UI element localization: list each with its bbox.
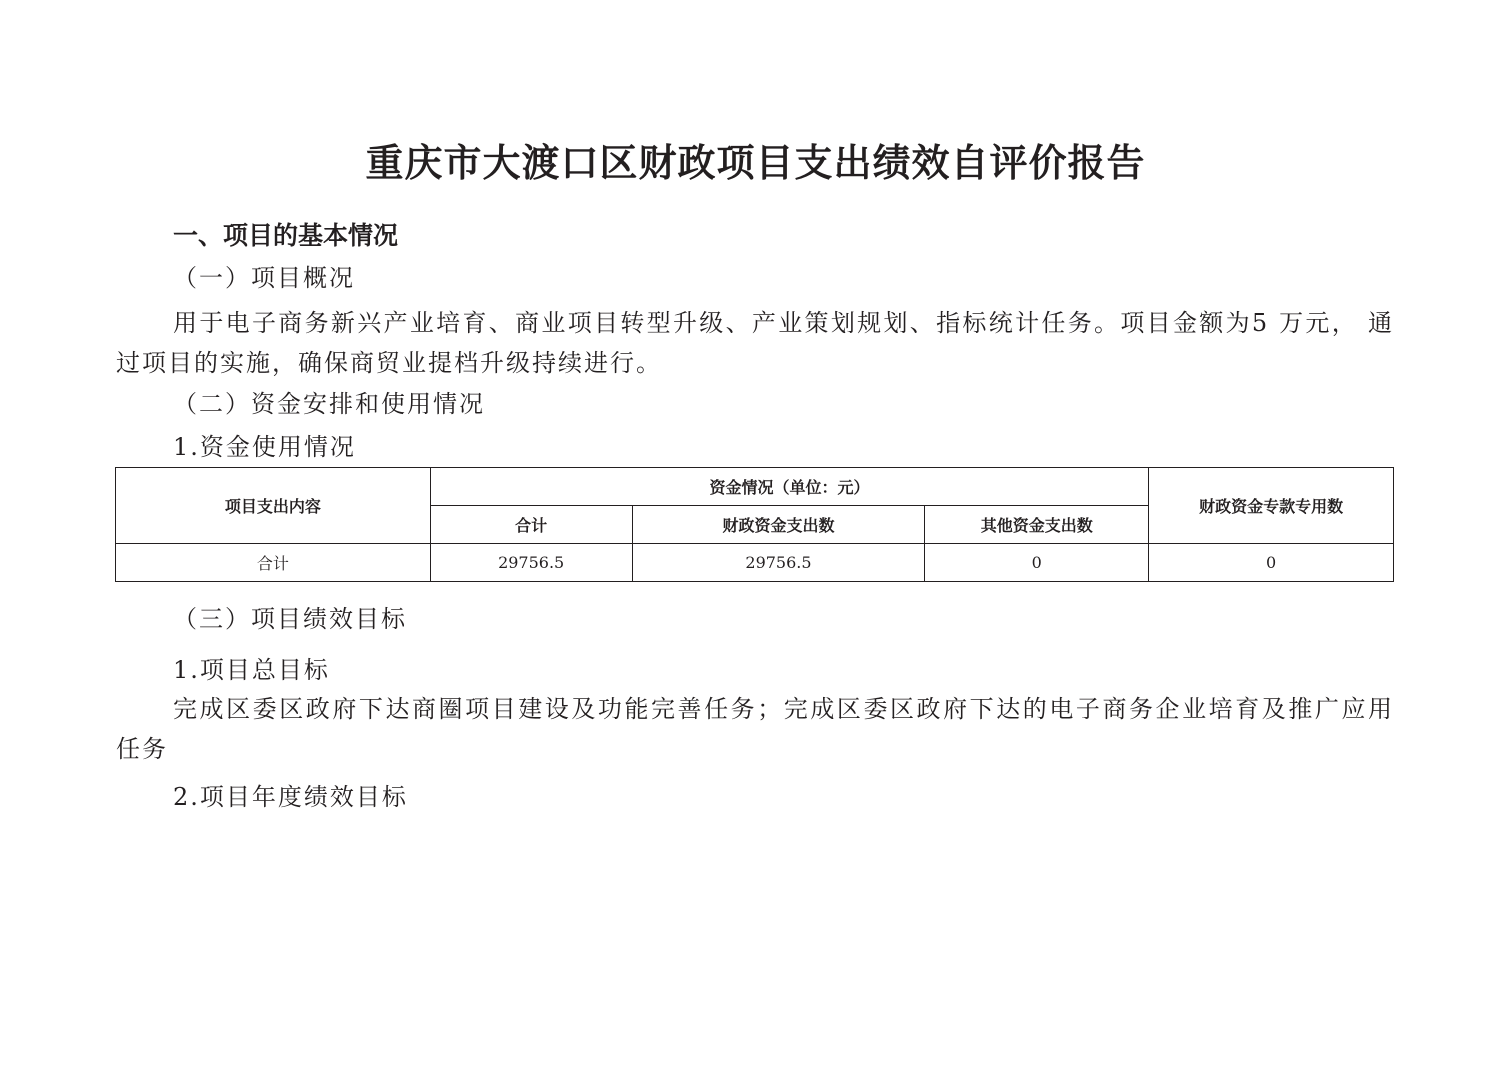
overview-paragraph: 用于电子商务新兴产业培育、商业项目转型升级、产业策划规划、指标统计任务。项目金额为5 万元， 通过项目的实施，确保商贸业提档升级持续进行。 — [116, 309, 1394, 377]
funds-usage-item: 1.资金使用情况 — [173, 433, 356, 461]
header-content: 项目支出内容 — [116, 468, 431, 544]
header-special: 财政资金专款专用数 — [1149, 468, 1394, 544]
subsection-heading-overview: （一）项目概况 — [173, 264, 355, 292]
header-total: 合计 — [430, 506, 632, 544]
subsection-heading-goals: （三）项目绩效目标 — [173, 605, 407, 633]
header-other: 其他资金支出数 — [925, 506, 1149, 544]
overall-goal-item: 1.项目总目标 — [173, 656, 330, 684]
cell-content: 合计 — [116, 544, 431, 582]
section-heading-basic-info: 一、项目的基本情况 — [173, 221, 399, 250]
subsection-heading-funds: （二）资金安排和使用情况 — [173, 390, 485, 418]
funds-table — [115, 467, 1394, 582]
page-title: 重庆市大渡口区财政项目支出绩效自评价报告 — [365, 140, 1146, 185]
cell-total: 29756.5 — [430, 544, 632, 582]
annual-goal-item: 2.项目年度绩效目标 — [173, 783, 408, 811]
cell-fiscal: 29756.5 — [632, 544, 925, 582]
header-fiscal: 财政资金支出数 — [632, 506, 925, 544]
overall-goal-paragraph: 完成区委区政府下达商圈项目建设及功能完善任务；完成区委区政府下达的电子商务企业培育及推广应用任务 — [116, 695, 1394, 763]
table-row — [116, 544, 1394, 582]
cell-other: 0 — [925, 544, 1149, 582]
cell-special: 0 — [1149, 544, 1394, 582]
table-header-row — [116, 468, 1394, 506]
header-funds-group: 资金情况（单位：元） — [430, 468, 1148, 506]
